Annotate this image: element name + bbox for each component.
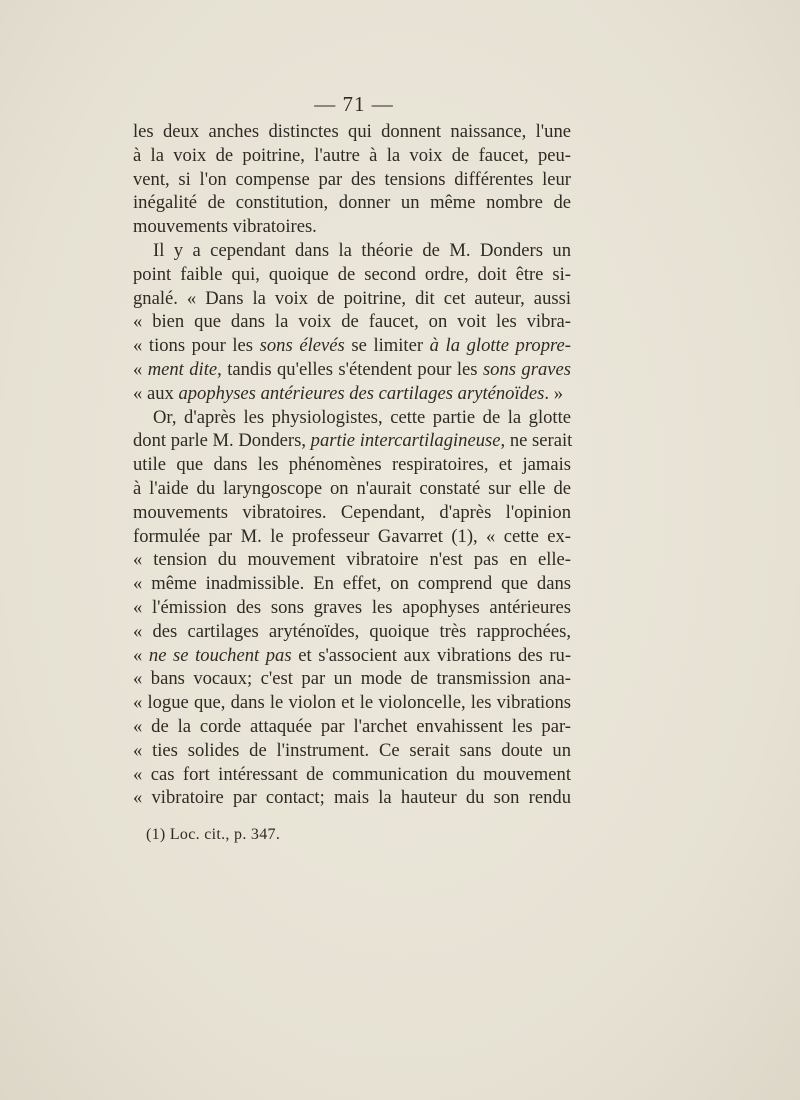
text-segment: « de la corde attaquée par l'archet envahissent les par- xyxy=(133,715,571,737)
text-line xyxy=(133,168,571,192)
text-line xyxy=(133,453,571,477)
text-segment: formulée par M. le professeur Gavarret (1), « cette ex- xyxy=(133,525,571,547)
text-segment: mouvements vibratoires. xyxy=(133,216,317,238)
text-line xyxy=(133,786,571,810)
italic-text: à la glotte propre- xyxy=(429,335,571,357)
text-segment: à l'aide du laryngoscope on n'aurait constaté sur elle de xyxy=(133,477,571,499)
text-line xyxy=(133,525,571,549)
text-line xyxy=(133,644,571,668)
text-segment: « l'émission des sons graves les apophyses antérieures xyxy=(133,596,571,618)
text-segment: les deux anches distinctes qui donnent naissance, l'une xyxy=(133,121,571,142)
text-segment: « xyxy=(133,644,149,666)
text-line xyxy=(133,382,571,406)
text-segment: « vibratoire par contact; mais la hauteur du son rendu xyxy=(133,787,571,809)
text-line xyxy=(133,501,571,525)
text-segment: , ne serait xyxy=(500,430,573,452)
text-line xyxy=(133,620,571,644)
text-line xyxy=(133,691,571,715)
text-segment: « des cartilages aryténoïdes, quoique très rapprochées, xyxy=(133,620,571,642)
text-segment: vent, si l'on compense par des tensions différentes leur xyxy=(133,168,571,190)
text-line xyxy=(133,572,571,596)
text-line xyxy=(133,239,571,263)
text-line xyxy=(133,263,571,287)
text-segment: gnalé. « Dans la voix de poitrine, dit cet auteur, aussi xyxy=(133,287,571,309)
text-segment: « xyxy=(133,358,148,380)
text-segment: , tandis qu'elles s'étendent pour les xyxy=(217,358,483,380)
text-line xyxy=(133,739,571,763)
text-line xyxy=(133,215,571,239)
italic-text: sons graves xyxy=(482,358,571,380)
text-segment: « cas fort intéressant de communication du mouvement xyxy=(133,763,571,785)
page-number: — 71 — xyxy=(314,92,394,116)
text-segment: et s'associent aux vibrations des ru- xyxy=(291,644,572,666)
italic-text: sons élevés xyxy=(259,335,345,357)
text-segment: utile que dans les phénomènes respiratoires, et jamais xyxy=(133,454,571,476)
text-line xyxy=(133,763,571,787)
text-segment: « bans vocaux; c'est par un mode de transmission ana- xyxy=(133,668,571,690)
text-line xyxy=(133,120,571,144)
text-segment: point faible qui, quoique de second ordre, doit être si- xyxy=(133,263,571,285)
text-segment: inégalité de constitution, donner un même nombre de xyxy=(133,192,571,214)
footnote: (1) Loc. cit., p. 347. xyxy=(146,826,281,843)
text-segment: mouvements vibratoires. Cependant, d'après l'opinion xyxy=(133,501,571,523)
text-segment: « tension du mouvement vibratoire n'est pas en elle- xyxy=(133,549,571,571)
italic-text: apophyses antérieures des cartilages aryténoïdes xyxy=(178,382,545,404)
italic-text: ment dite xyxy=(147,358,218,380)
text-line xyxy=(133,144,571,168)
text-segment: Il y a cependant dans la théorie de M. Donders un xyxy=(153,239,571,261)
text-segment: « logue que, dans le violon et le violoncelle, les vibrations xyxy=(133,692,571,714)
italic-text: partie intercartilagineuse xyxy=(310,430,501,452)
text-segment: « bien que dans la voix de faucet, on voit les vibra- xyxy=(133,311,571,333)
text-segment: . » xyxy=(544,382,564,404)
text-line xyxy=(133,477,571,501)
body-text xyxy=(133,120,571,810)
text-line xyxy=(133,406,571,430)
text-segment: à la voix de poitrine, l'autre à la voix de faucet, peu- xyxy=(133,144,571,166)
text-line xyxy=(133,715,571,739)
text-line xyxy=(133,667,571,691)
text-segment: se limiter xyxy=(344,335,430,357)
italic-text: ne se touchent pas xyxy=(148,644,292,666)
text-segment: « aux xyxy=(133,382,179,404)
text-line xyxy=(133,596,571,620)
text-segment: Or, d'après les physiologistes, cette partie de la glotte xyxy=(153,406,571,428)
text-line xyxy=(133,191,571,215)
text-line xyxy=(133,429,571,453)
text-line xyxy=(133,358,571,382)
text-segment: « ties solides de l'instrument. Ce serait sans doute un xyxy=(133,739,571,761)
text-line xyxy=(133,548,571,572)
text-line xyxy=(133,287,571,311)
text-segment: « même inadmissible. En effet, on comprend que dans xyxy=(133,573,571,595)
text-line xyxy=(133,334,571,358)
text-segment: dont parle M. Donders, xyxy=(133,430,311,452)
text-segment: « tions pour les xyxy=(133,335,260,357)
text-line xyxy=(133,310,571,334)
